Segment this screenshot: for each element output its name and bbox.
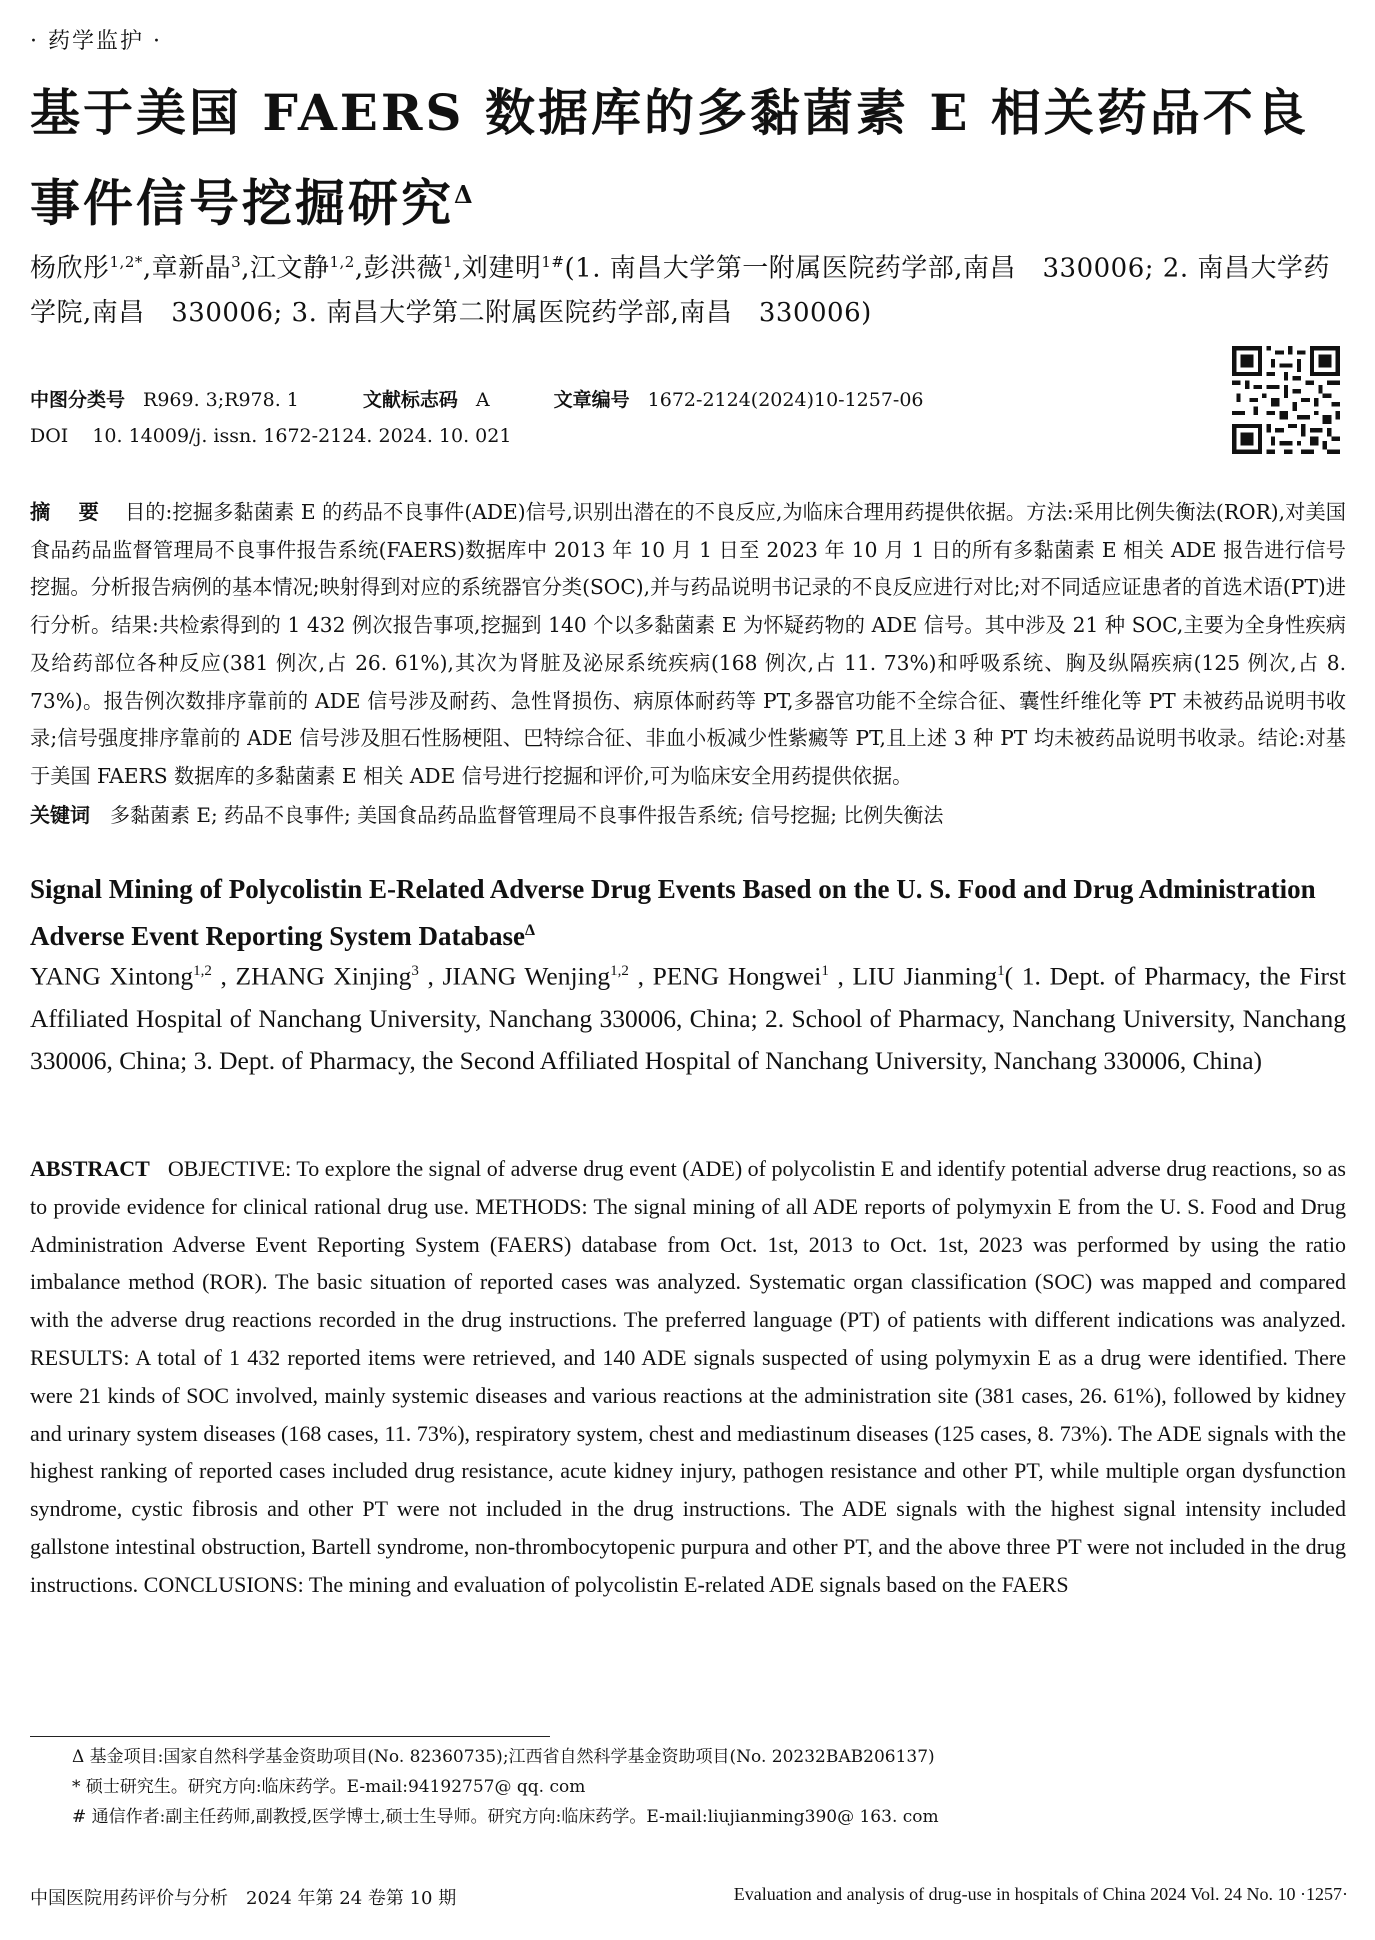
abstract-label: 摘 要 [30, 500, 103, 524]
footer-journal-en: Evaluation and analysis of drug-use in hospitals of China 2024 Vol. 24 No. 10 ·1257· [733, 1884, 1348, 1904]
english-abstract-text: OBJECTIVE: To explore the signal of adverse drug event (ADE) of polycolistin E and identify potential adverse drug reactions, so as to provide evidence for clinical rational drug use. METHODS: The signal mining of all ADE reports of polymyxin E from the U. S. Food and Drug Administration Adverse Event Reporting System (FAERS) database from Oct. 1st, 2013 to Oct. 1st, 2023 was performed by using the ratio imbalance method (ROR). The basic situation of reported cases was analyzed. Systematic organ classification (SOC) was mapped and compared with the adverse drug reactions recorded in the drug instructions. The preferred language (PT) of patients with different indications was analyzed. RESULTS: A total of 1 432 reported items were retrieved, and 140 ADE signals suspected of using polymyxin E as a drug were identified. There were 21 kinds of SOC involved, mainly systemic diseases and various reactions at the administration site (381 cases, 26. 61%), followed by kidney and urinary system diseases (168 cases, 11. 73%), respiratory system, chest and mediastinum diseases (125 cases, 8. 73%). The ADE signals with the highest ranking of reported cases included drug resistance, acute kidney injury, pathogen resistance and other PT, while multiple organ dysfunction syndrome, cystic fibrosis and other PT were not included in the drug instructions. The ADE signals with the highest signal intensity included gallstone intestinal obstruction, Bartell syndrome, non-thrombocytopenic purpura and other PT, and the above three PT were not included in the drug instructions. CONCLUSIONS: The mining and evaluation of polycolistin E-related ADE signals based on the FAERS [30, 1156, 1346, 1597]
article-number-label: 文章编号 [553, 389, 630, 411]
english-abstract-label: ABSTRACT [30, 1156, 150, 1181]
keywords-text: 多黏菌素 E; 药品不良事件; 美国食品药品监督管理局不良事件报告系统; 信号挖掘; 比例失衡法 [110, 803, 944, 827]
chinese-title-text: 基于美国 FAERS 数据库的多黏菌素 E 相关药品不良事件信号挖掘研究 [30, 83, 1309, 233]
chinese-keywords [30, 798, 1346, 832]
chinese-title [30, 72, 1350, 245]
footnote-corresponding-author: # 通信作者:副主任药师,副教授,医学博士,硕士生导师。研究方向:临床药学。E-mail:liujianming390@ 163. com [72, 1807, 939, 1827]
metadata-row-2 [30, 418, 924, 454]
footnote-first-author: * 硕士研究生。研究方向:临床药学。E-mail:94192757@ qq. com [72, 1777, 586, 1797]
chinese-abstract [30, 494, 1346, 796]
footer-journal-zh: 中国医院用药评价与分析 2024 年第 24 卷第 10 期 [30, 1888, 457, 1909]
column-tag: · 药学监护 · [30, 29, 162, 54]
doc-code-value: A [475, 389, 490, 411]
english-funding-mark: Δ [524, 922, 535, 939]
english-abstract [30, 1150, 1346, 1604]
doi-label: DOI [30, 425, 69, 447]
chinese-abstract-text: 目的:挖掘多黏菌素 E 的药品不良事件(ADE)信号,识别出潜在的不良反应,为临床合理用药提供依据。方法:采用比例失衡法(ROR),对美国食品药品监督管理局不良事件报告系统(FAERS)数据库中 2013 年 10 月 1 日至 2023 年 10 月 1 日的所有多黏菌素 E 相关 ADE 报告进行信号挖掘。分析报告病例的基本情况;映射得到对应的系统器官分类(SOC),并与药品说明书记录的不良反应进行对比;对不同适应证患者的首选术语(PT)进行分析。结果:共检索得到的 1 432 例次报告事项,挖掘到 140 个以多黏菌素 E 为怀疑药物的 ADE 信号。其中涉及 21 种 SOC,主要为全身性疾病及给药部位各种反应(381 例次,占 26. 61%),其次为肾脏及泌尿系统疾病(168 例次,占 11. 73%)和呼吸系统、胸及纵隔疾病(125 例次,占 8. 73%)。报告例次数排序靠前的 ADE 信号涉及耐药、急性肾损伤、病原体耐药等 PT,多器官功能不全综合征、囊性纤维化等 PT 未被药品说明书收录;信号强度排序靠前的 ADE 信号涉及胆石性肠梗阻、巴特综合征、非血小板减少性紫癜等 PT,且上述 3 种 PT 均未被药品说明书收录。结论:对基于美国 FAERS 数据库的多黏菌素 E 相关 ADE 信号进行挖掘和评价,可为临床安全用药提供依据。 [30, 500, 1346, 788]
metadata-row-1 [30, 382, 924, 418]
doi-value: 10. 14009/j. issn. 1672-2124. 2024. 10. 021 [92, 425, 512, 447]
english-title-text: Signal Mining of Polycolistin E-Related Adverse Drug Events Based on the U. S. Food and Drug Administration Adverse Event Reporting System Database [30, 874, 1316, 951]
footnote-funding: Δ 基金项目:国家自然科学基金资助项目(No. 82360735);江西省自然科学基金资助项目(No. 20232BAB206137) [72, 1747, 935, 1767]
footnotes [72, 1742, 1332, 1832]
chinese-authors: 杨欣彤$^{1,2*}$,章新晶$^3$,江文静$^{1,2}$,彭洪薇$^1$,刘建明$^{1\#}$(1. 南昌大学第一附属医院药学部,南昌 330006; 2. 南昌大学药学院,南昌 330006; 3. 南昌大学第二附属医院药学部,南昌 330006) [30, 253, 1330, 328]
english-title [30, 868, 1350, 957]
keywords-label: 关键词 [30, 803, 90, 827]
funding-mark: Δ [454, 180, 476, 209]
article-metadata [30, 382, 924, 454]
clc-label: 中图分类号 [30, 389, 126, 411]
clc-value: R969. 3;R978. 1 [143, 389, 299, 411]
qr-code-icon [1232, 346, 1340, 454]
footnote-divider [30, 1736, 550, 1737]
doc-code-label: 文献标志码 [362, 389, 458, 411]
english-authors: YANG Xintong$^{1,2}$ , ZHANG Xinjing$^3$ , JIANG Wenjing$^{1,2}$ , PENG Hongwei$^1$ , LIU Jianming$^1$( 1. Dept. of Pharmacy, the First Affiliated Hospital of Nanchang University, Nanchang 330006, China; 2. School of Pharmacy, Nanchang University, Nanchang 330006, China; 3. Dept. of Pharmacy, the Second Affiliated Hospital of Nanchang University, Nanchang 330006, China) [30, 961, 1346, 1075]
article-number-value: 1672-2124(2024)10-1257-06 [647, 389, 924, 411]
